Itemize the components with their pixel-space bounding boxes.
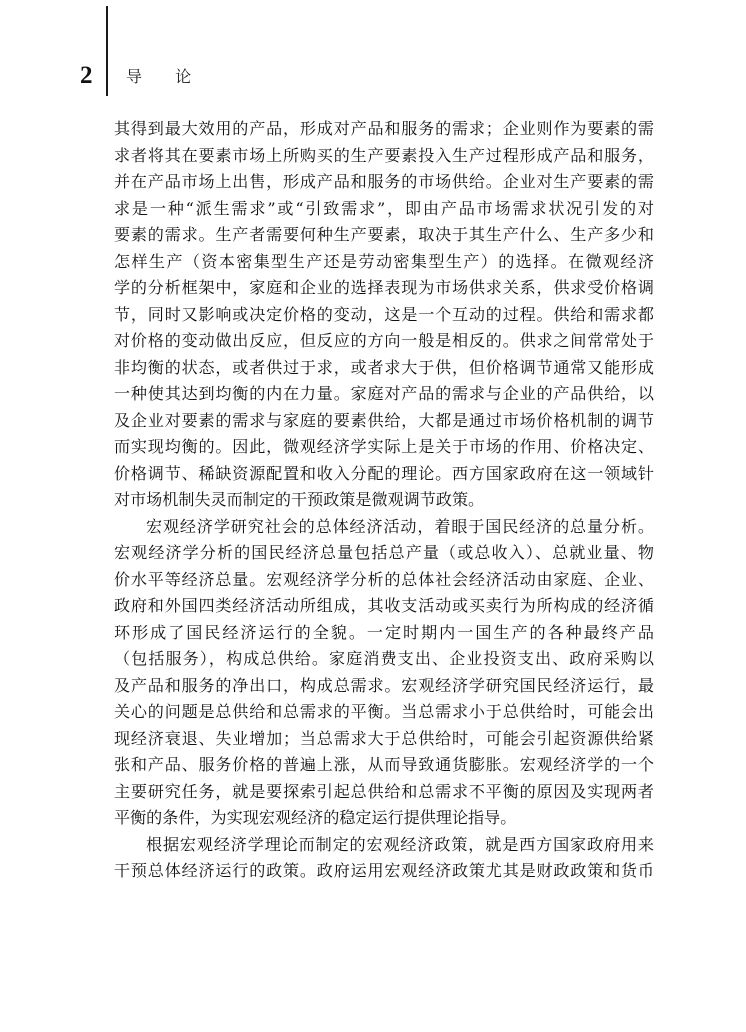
text-line: 干预总体经济运行的政策。政府运用宏观经济政策尤其是财政政策和货币 [114,861,654,880]
text-line: 非均衡的状态，或者供过于求，或者求大于供，但价格调节通常又能形成 [114,357,654,377]
paragraph-first-line: 宏观经济学研究社会的总体经济活动，着眼于国民经济的总量分析。 [146,516,654,536]
running-head: 导 论 [126,67,206,86]
text-line: 求者将其在要素市场上所购买的生产要素投入生产过程形成产品和服务， [114,145,654,165]
text-line: 张和产品、服务价格的普遍上涨，从而导致通货膨胀。宏观经济学的一个 [114,755,654,774]
text-line: 关心的问题是总供给和总需求的平衡。当总需求小于总供给时，可能会出 [114,702,654,721]
text-line: 求是一种“派生需求”或“引致需求”，即由产品市场需求状况引发的对 [114,198,654,218]
text-line: 价格调节、稀缺资源配置和收入分配的理论。西方国家政府在这一领域针 [114,463,654,483]
text-line: 价水平等经济总量。宏观经济学分析的总体社会经济活动由家庭、企业、 [114,569,654,589]
text-line: 学的分析框架中，家庭和企业的选择表现为市场供求关系，供求受价格调 [114,278,654,297]
text-line: 宏观经济学分析的国民经济总量包括总产量（或总收入）、总就业量、物 [114,543,654,562]
text-line: 要素的需求。生产者需要何种生产要素，取决于其生产什么、生产多少和 [114,225,654,244]
text-line: 其得到最大效用的产品，形成对产品和服务的需求；企业则作为要素的需 [114,119,654,138]
paragraph-last-line: 平衡的条件，为实现宏观经济的稳定运行提供理论指导。 [114,808,517,827]
text-line: 主要研究任务，就是要探索引起总供给和总需求不平衡的原因及实现两者 [114,781,654,801]
paragraph-last-line: 对市场机制失灵而制定的干预政策是微观调节政策。 [114,490,485,509]
text-line: 怎样生产（资本密集型生产还是劳动密集型生产）的选择。在微观经济 [114,251,654,271]
text-line: 节，同时又影响或决定价格的变动，这是一个互动的过程。供给和需求都 [114,304,654,324]
text-line: 而实现均衡的。因此，微观经济学实际上是关于市场的作用、价格决定、 [114,437,654,456]
text-line: 政府和外国四类经济活动所组成，其收支活动或买卖行为所构成的经济循 [114,596,654,615]
body-text [114,116,654,885]
text-line: 一种使其达到均衡的内在力量。家庭对产品的需求与企业的产品供给，以 [114,384,654,403]
text-line: 现经济衰退、失业增加；当总需求大于总供给时，可能会引起资源供给紧 [114,728,654,748]
text-line: 环形成了国民经济运行的全貌。一定时期内一国生产的各种最终产品 [114,622,654,642]
text-line: 及企业对要素的需求与家庭的要素供给，大都是通过市场价格机制的调节 [114,410,654,430]
paragraph-first-line: 根据宏观经济学理论而制定的宏观经济政策，就是西方国家政府用来 [146,834,654,854]
page-number: 2 [80,62,93,89]
text-line: （包括服务），构成总供给。家庭消费支出、企业投资支出、政府采购以 [114,649,654,668]
text-line: 对价格的变动做出反应，但反应的方向一般是相反的。供求之间常常处于 [114,331,654,350]
text-line: 及产品和服务的净出口，构成总需求。宏观经济学研究国民经济运行，最 [114,675,654,695]
text-line: 并在产品市场上出售，形成产品和服务的市场供给。企业对生产要素的需 [114,172,654,191]
header-vertical-rule [106,6,108,96]
